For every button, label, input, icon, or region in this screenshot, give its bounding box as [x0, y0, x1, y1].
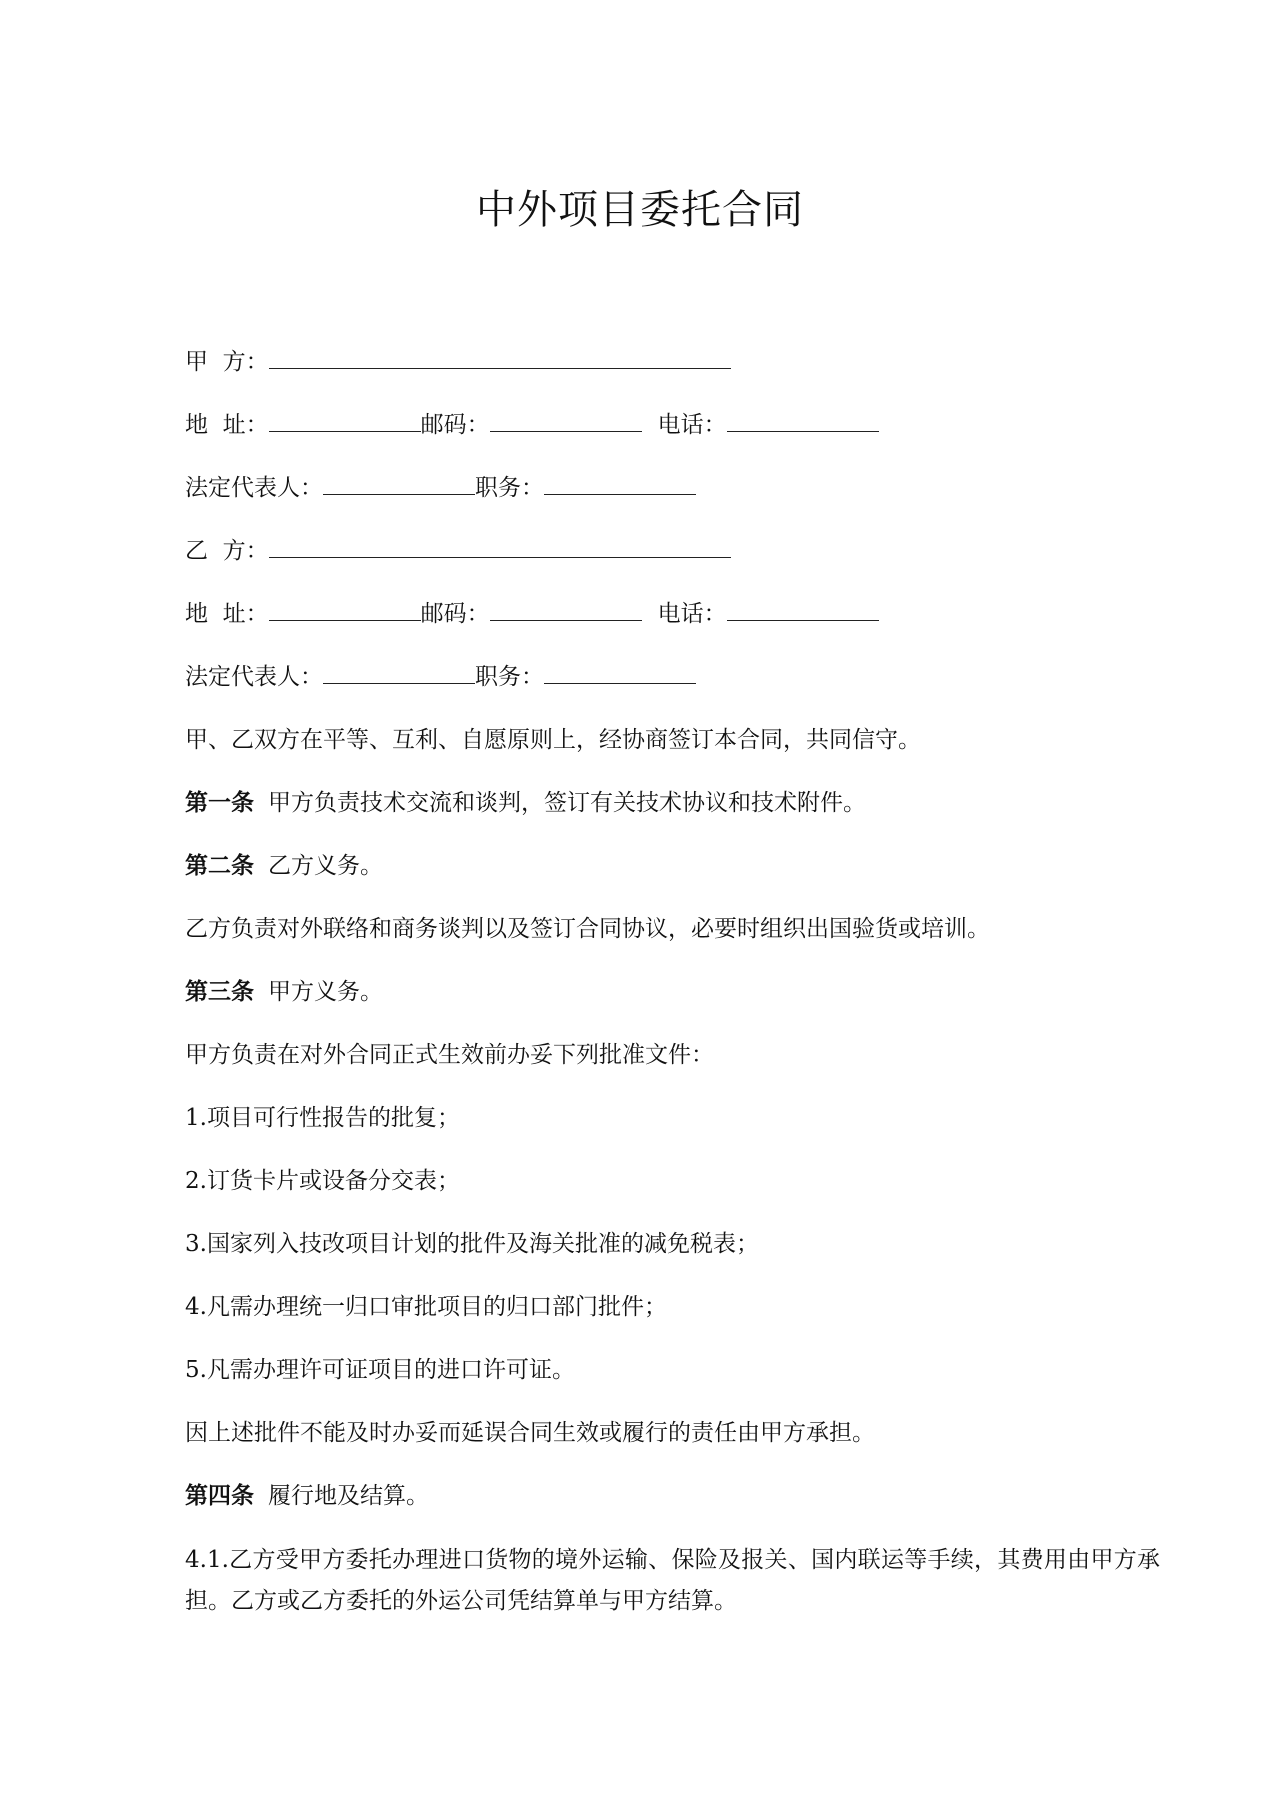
party-b-phone-label: 电话： [657, 601, 727, 627]
party-a-rep-label: 法定代表人： [185, 475, 323, 501]
page-title: 中外项目委托合同 [476, 187, 804, 233]
party-b-label: 乙 方： [185, 538, 269, 564]
party-a-line [185, 343, 1165, 381]
party-b-postcode-blank [490, 596, 642, 621]
party-a-address-label: 地 址： [185, 412, 269, 438]
party-a-postcode-blank [490, 407, 642, 432]
party-a-rep-blank [323, 470, 475, 495]
party-b-phone-blank [727, 596, 879, 621]
party-a-position-label: 职务： [475, 475, 544, 501]
article-3-text: 甲方义务。 [268, 979, 383, 1005]
party-b-rep-label: 法定代表人： [185, 664, 323, 690]
list-item: 4.凡需办理统一归口审批项目的归口部门批件； [185, 1294, 667, 1320]
article-3-intro: 甲方负责在对外合同正式生效前办妥下列批准文件： [185, 1042, 714, 1068]
article-2-text: 乙方义务。 [268, 853, 383, 879]
list-item: 5.凡需办理许可证项目的进口许可证。 [185, 1357, 575, 1383]
party-b-address-line [185, 595, 1165, 633]
party-a-address-blank [269, 407, 421, 432]
list-item: 2.订货卡片或设备分交表； [185, 1168, 460, 1194]
article-4-label: 第四条 [185, 1483, 254, 1509]
party-a-address-line [185, 406, 1165, 444]
article-1-label: 第一条 [185, 790, 254, 816]
party-b-address-label: 地 址： [185, 601, 269, 627]
article-3-label: 第三条 [185, 979, 254, 1005]
party-a-label: 甲 方： [185, 349, 269, 375]
preamble: 甲、乙双方在平等、互利、自愿原则上，经协商签订本合同，共同信守。 [185, 727, 921, 753]
party-a-rep-line [185, 469, 1165, 507]
party-a-postcode-label: 邮码： [420, 412, 490, 438]
article-4 [185, 1477, 1165, 1515]
list-item: 1.项目可行性报告的批复； [185, 1105, 460, 1131]
article-2-body: 乙方负责对外联络和商务谈判以及签订合同协议，必要时组织出国验货或培训。 [185, 916, 990, 942]
party-b-position-label: 职务： [475, 664, 544, 690]
article-3 [185, 973, 1165, 1011]
party-a-position-blank [544, 470, 696, 495]
party-a-phone-blank [727, 407, 879, 432]
party-b-address-blank [269, 596, 421, 621]
party-a-phone-label: 电话： [657, 412, 727, 438]
list-item: 3.国家列入技改项目计划的批件及海关批准的减免税表； [185, 1231, 759, 1257]
article-3-closing: 因上述批件不能及时办妥而延误合同生效或履行的责任由甲方承担。 [185, 1420, 875, 1446]
party-b-line [185, 532, 1165, 570]
article-2-label: 第二条 [185, 853, 254, 879]
article-1 [185, 784, 1165, 822]
party-b-position-blank [544, 659, 696, 684]
article-4-text: 履行地及结算。 [268, 1483, 429, 1509]
party-b-rep-line [185, 658, 1165, 696]
clause-4-1: 4.1.乙方受甲方委托办理进口货物的境外运输、保险及报关、国内联运等手续，其费用由甲方承担。乙方或乙方委托的外运公司凭结算单与甲方结算。 [185, 1547, 1160, 1614]
article-2 [185, 847, 1165, 885]
party-b-postcode-label: 邮码： [420, 601, 490, 627]
party-b-name-blank [269, 533, 731, 558]
party-b-rep-blank [323, 659, 475, 684]
article-1-text: 甲方负责技术交流和谈判，签订有关技术协议和技术附件。 [268, 790, 866, 816]
party-a-name-blank [269, 344, 731, 369]
